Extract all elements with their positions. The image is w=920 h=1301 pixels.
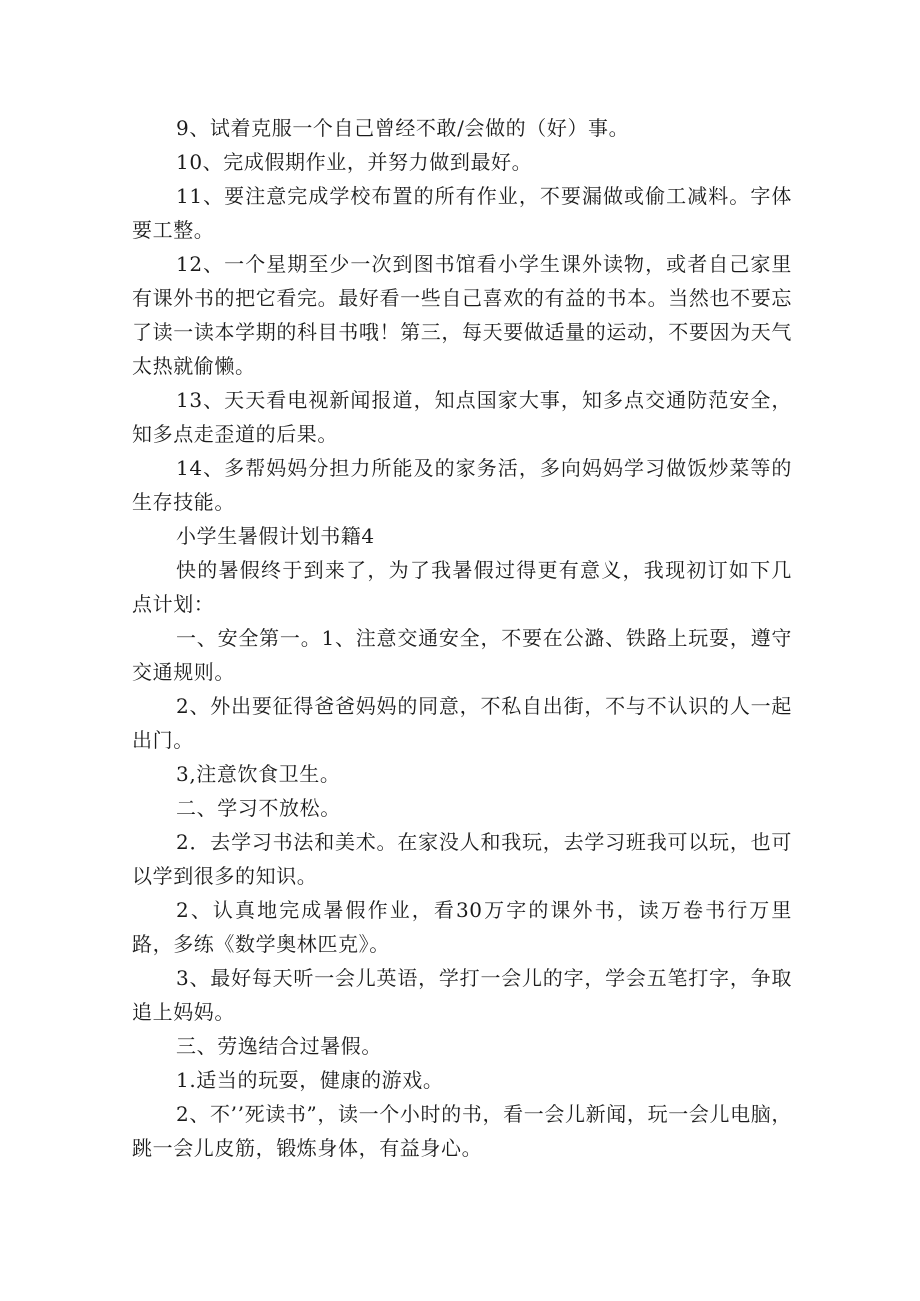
plan-safety-item-3: 3,注意饮食卫生。 <box>176 762 341 786</box>
paragraph-item-12: 12、一个星期至少一次到图书馆看小学生课外读物，或者自己家里有课外书的把它看完。最好看一些自己喜欢的有益的书本。当然也不要忘了读一读本学期的科目书哦！第三，每天要做适量的运动，不要因为天气太热就偷懒。 <box>132 252 792 378</box>
plan-safety-item-2: 2、外出要征得爸爸妈妈的同意，不私自出街，不与不认识的人一起出门。 <box>132 694 792 752</box>
plan-rest-item-1: 1.适当的玩耍，健康的游戏。 <box>176 1068 444 1092</box>
document-body <box>132 111 792 1165</box>
paragraph-item-9: 9、试着克服一个自己曾经不敢/会做的（好）事。 <box>176 116 630 140</box>
plan-safety: 一、安全第一。1、注意交通安全，不要在公潞、铁路上玩耍，遵守交通规则。 <box>132 626 792 684</box>
paragraph-item-14: 14、多帮妈妈分担力所能及的家务活，多向妈妈学习做饭炒菜等的生存技能。 <box>132 456 792 514</box>
plan-rest: 三、劳逸结合过暑假。 <box>176 1034 382 1058</box>
paragraph-item-11: 11、要注意完成学校布置的所有作业，不要漏做或偷工减料。字体要工整。 <box>132 184 792 242</box>
plan-study-item-homework: 2、认真地完成暑假作业，看30万字的课外书，读万卷书行万里路，多练《数学奥林匹克》。 <box>132 898 792 956</box>
plan-study-item-english: 3、最好每天听一会儿英语，学打一会儿的字，学会五笔打字，争取追上妈妈。 <box>132 966 792 1024</box>
intro-paragraph: 快的暑假终于到来了，为了我暑假过得更有意义，我现初订如下几点计划： <box>132 558 792 616</box>
section-heading: 小学生暑假计划书籍4 <box>176 524 375 548</box>
paragraph-item-10: 10、完成假期作业，并努力做到最好。 <box>176 150 533 174</box>
paragraph-item-13: 13、天天看电视新闻报道，知点国家大事，知多点交通防范安全，知多点走歪道的后果。 <box>132 388 792 446</box>
plan-rest-item-2: 2、不’’死读书”，读一个小时的书，看一会儿新闻，玩一会儿电脑，跳一会儿皮筋，锻炼身体，有益身心。 <box>132 1102 792 1160</box>
plan-study: 二、学习不放松。 <box>176 796 341 820</box>
plan-study-item-art: 2．去学习书法和美术。在家没人和我玩，去学习班我可以玩，也可以学到很多的知识。 <box>132 830 792 888</box>
